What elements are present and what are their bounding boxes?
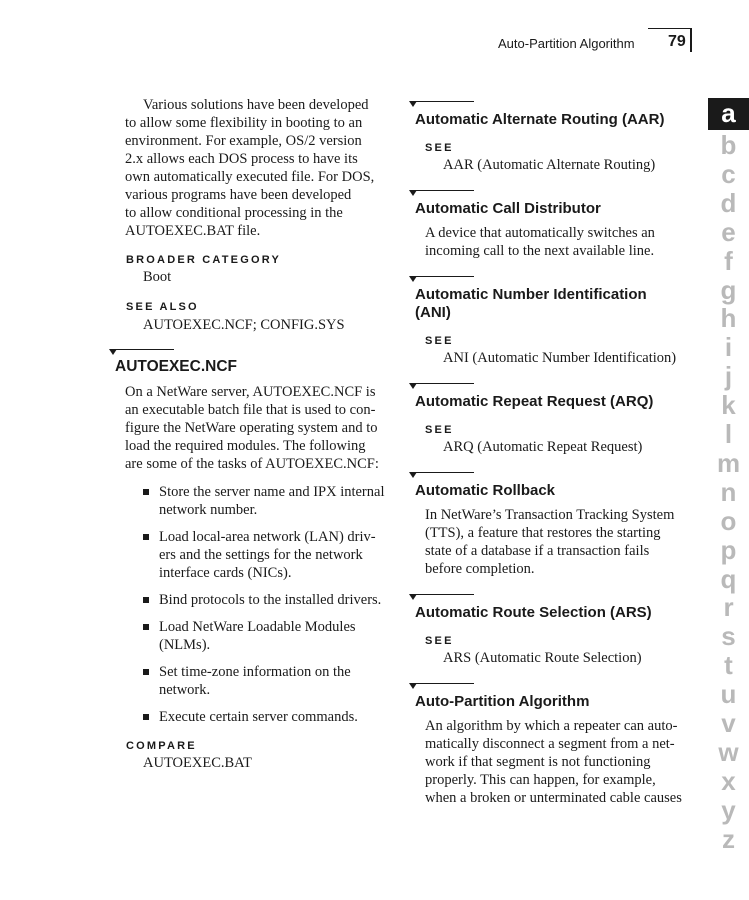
thumb-tab-y[interactable]: y — [721, 794, 736, 825]
thumb-tab-i[interactable]: i — [724, 332, 733, 363]
bullet-icon — [143, 714, 149, 720]
see-value: ARQ (Automatic Repeat Request) — [443, 439, 643, 455]
header-rule — [648, 28, 690, 29]
list-item — [143, 528, 419, 583]
entry-title-ars: Automatic Route Selection (ARS) — [415, 604, 652, 621]
text-line: matically disconnect a segment from a net- — [425, 736, 675, 752]
entry-title-auto-partition: Auto-Partition Algorithm — [415, 693, 590, 710]
bullet-icon — [143, 534, 149, 540]
text-line: Execute certain server commands. — [159, 709, 358, 725]
bullet-icon — [143, 489, 149, 495]
text-line: various programs have been developed — [125, 187, 352, 203]
entry-title-aar: Automatic Alternate Routing (AAR) — [415, 111, 665, 128]
list-item — [143, 591, 419, 609]
text-line: to allow conditional processing in the — [125, 205, 343, 221]
text-line: ers and the settings for the network — [159, 547, 363, 564]
text-line: environment. For example, OS/2 version — [125, 133, 362, 149]
see-label: SEE — [425, 635, 454, 647]
see-label: SEE — [425, 335, 454, 347]
entry-title-rollback: Automatic Rollback — [415, 482, 556, 499]
thumb-tab-w[interactable]: w — [718, 736, 739, 767]
thumb-tab-c[interactable]: c — [721, 158, 736, 189]
thumb-tab-h[interactable]: h — [720, 303, 737, 334]
entry-title-autoexec-ncf: AUTOEXEC.NCF — [115, 358, 238, 375]
text-line: AUTOEXEC.BAT file. — [125, 223, 261, 239]
broader-category-value: Boot — [143, 269, 172, 285]
thumb-tab-t[interactable]: t — [724, 650, 733, 681]
thumb-tab-z[interactable]: z — [722, 823, 735, 854]
text-line: before completion. — [425, 561, 535, 577]
entry-marker — [109, 349, 175, 355]
see-also-label: SEE ALSO — [126, 301, 199, 313]
thumb-tab-o[interactable]: o — [720, 505, 737, 536]
thumb-tab-j[interactable]: j — [724, 361, 733, 392]
thumb-tab-r[interactable]: r — [723, 592, 734, 623]
bullet-icon — [143, 669, 149, 675]
header-rule-vertical — [690, 28, 692, 52]
text-line: network. — [159, 682, 211, 699]
entry-title-ani-cont: (ANI) — [415, 304, 451, 321]
see-label: SEE — [425, 424, 454, 436]
thumb-tab-g[interactable]: g — [720, 274, 737, 305]
bullet-icon — [143, 624, 149, 630]
thumb-tab-e[interactable]: e — [721, 216, 736, 247]
thumb-tab-s[interactable]: s — [721, 621, 736, 652]
entry-marker — [409, 383, 475, 389]
thumb-tab-f[interactable]: f — [724, 245, 733, 276]
see-value: ANI (Automatic Number Identification) — [443, 350, 677, 366]
running-head: Auto-Partition Algorithm — [498, 36, 635, 51]
text-line: An algorithm by which a repeater can auto- — [425, 718, 678, 734]
text-line: properly. This can happen, for example, — [425, 772, 656, 788]
text-line: In NetWare’s Transaction Tracking System — [425, 507, 675, 523]
thumb-tab-active[interactable]: a — [708, 98, 749, 130]
text-line: own automatically executed file. For DOS, — [125, 169, 375, 185]
text-line: Bind protocols to the installed drivers. — [159, 592, 382, 608]
entry-marker — [409, 594, 475, 600]
compare-label: COMPARE — [126, 740, 197, 752]
thumb-tab-k[interactable]: k — [721, 390, 736, 421]
text-line: Load NetWare Loadable Modules — [159, 619, 356, 635]
text-line: Load local-area network (LAN) driv- — [159, 529, 376, 545]
text-line: state of a database if a transaction fails — [425, 543, 650, 559]
list-item — [143, 483, 419, 519]
thumb-tab-q[interactable]: q — [720, 563, 737, 594]
entry-marker — [409, 101, 475, 107]
entry-title-arq: Automatic Repeat Request (ARQ) — [415, 393, 654, 410]
text-line: 2.x allows each DOS process to have its — [125, 151, 358, 167]
list-item — [143, 618, 419, 654]
see-value: AAR (Automatic Alternate Routing) — [443, 157, 656, 173]
text-line: incoming call to the next available line. — [425, 243, 655, 259]
thumb-tab-m[interactable]: m — [716, 447, 741, 478]
entry-title-acd: Automatic Call Distributor — [415, 200, 601, 217]
text-line: A device that automatically switches an — [425, 225, 655, 241]
broader-category-label: BROADER CATEGORY — [126, 254, 281, 266]
entry-marker — [409, 276, 475, 282]
thumb-tab-n[interactable]: n — [720, 476, 737, 507]
text-line: (TTS), a feature that restores the starting — [425, 525, 661, 541]
text-line: (NLMs). — [159, 637, 211, 654]
thumb-tab-b[interactable]: b — [720, 130, 737, 160]
text-line: to allow some flexibility in booting to an — [125, 115, 363, 131]
see-value: ARS (Automatic Route Selection) — [443, 650, 642, 666]
list-item — [143, 708, 419, 726]
text-line: On a NetWare server, AUTOEXEC.NCF is — [125, 384, 376, 400]
thumb-tab-p[interactable]: p — [720, 534, 737, 565]
text-line: work if that segment is not functioning — [425, 754, 651, 770]
entry-marker — [409, 472, 475, 478]
bullet-icon — [143, 597, 149, 603]
thumb-tab-v[interactable]: v — [721, 708, 736, 738]
text-line: Store the server name and IPX internal — [159, 484, 385, 500]
thumb-tab-u[interactable]: u — [720, 679, 737, 710]
entry-marker — [409, 683, 475, 689]
thumb-tab-l[interactable]: l — [724, 419, 733, 449]
text-line: network number. — [159, 502, 258, 519]
entry-title-ani: Automatic Number Identification — [415, 286, 647, 303]
text-line: figure the NetWare operating system and to — [125, 420, 378, 436]
see-also-value: AUTOEXEC.NCF; CONFIG.SYS — [143, 317, 345, 333]
list-item — [143, 663, 419, 699]
text-line: are some of the tasks of AUTOEXEC.NCF: — [125, 456, 379, 472]
thumb-tab-d[interactable]: d — [720, 187, 737, 218]
text-line: interface cards (NICs). — [159, 565, 292, 582]
thumb-tab-x[interactable]: x — [721, 765, 736, 796]
text-line: an executable batch file that is used to con- — [125, 402, 376, 418]
text-line: load the required modules. The following — [125, 438, 366, 454]
text-line: when a broken or unterminated cable causes — [425, 790, 682, 806]
text-line: Various solutions have been developed — [143, 97, 369, 113]
text-line: Set time-zone information on the — [159, 664, 351, 680]
page-number: 79 — [668, 33, 686, 50]
compare-value: AUTOEXEC.BAT — [143, 755, 252, 771]
see-label: SEE — [425, 142, 454, 154]
entry-marker — [409, 190, 475, 196]
